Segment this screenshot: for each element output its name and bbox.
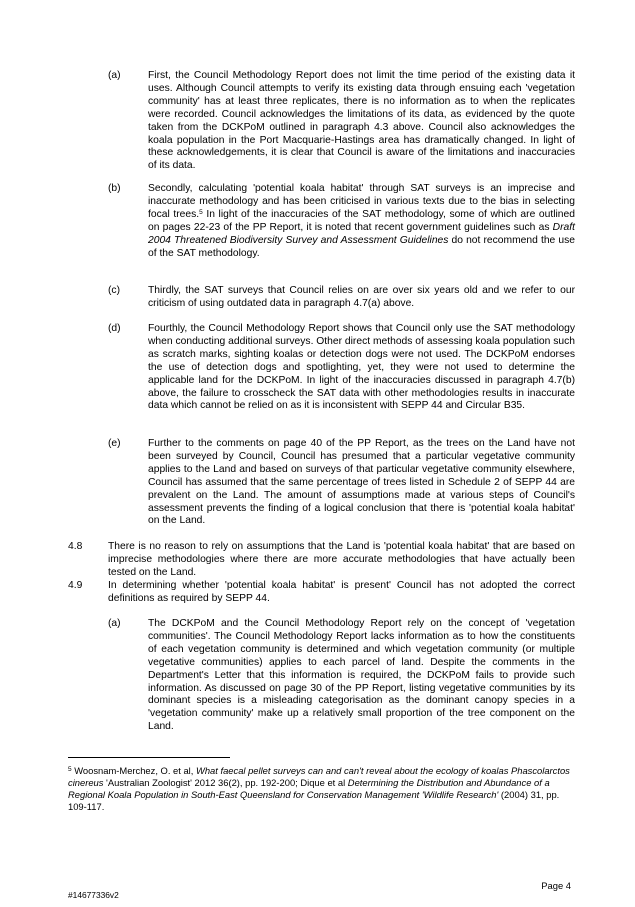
paragraph-4-9	[68, 580, 575, 606]
subparagraph-label: (e)	[108, 438, 121, 449]
footnote	[68, 765, 575, 813]
subparagraph-text: Thirdly, the SAT surveys that Council relies on are over six years old and we refer to our criticism of using outdated data in paragraph 4.7(a) above.	[148, 285, 575, 309]
text-segment: 'Australian Zoologist' 2012 36(2), pp. 192-200; Dique et al	[103, 777, 348, 789]
subparagraph-d	[108, 323, 575, 413]
subparagraph-label: (a)	[108, 618, 121, 629]
footnote-number: 5	[68, 766, 72, 773]
text-segment: In light of the inaccuracies of the SAT methodology, some of which are outlined on pages 22-23 of the PP Report, it is noted that recent government guidelines such as	[148, 208, 575, 233]
subparagraph-label: (c)	[108, 285, 121, 296]
footnote-divider	[68, 757, 230, 758]
subparagraph-b	[108, 183, 575, 260]
subparagraph-4-9-a	[108, 618, 575, 734]
subparagraph-text: Fourthly, the Council Methodology Report shows that Council only use the SAT methodology when conducting additional surveys. Other direct methods of assessing koala population such as scratch marks, sighting koalas or detection dogs were not used. The DCKPoM endorses the use of detection dogs and spotlighting, yet, they were not used to determine the applicable land for the DCKPoM. In light of the inaccuracies discussed in paragraph 4.7(b) above, the failure to crosscheck the SAT data with other methodologies results in inaccurate data which cannot be relied on as it is inconsistent with SEPP 44 and Circular B35.	[148, 323, 575, 412]
page-number: Page 4	[541, 880, 571, 891]
text-segment: Secondly, calculating 'potential koala habitat' through SAT surveys is an imprecise and inaccurate methodology and has been criticised in various texts due to the bias in selecting focal trees.	[148, 183, 575, 220]
paragraph-text: There is no reason to rely on assumptions that the Land is 'potential koala habitat' that are based on imprecise methodologies where there are more accurate methodologies that have actually been tested on the Land.	[108, 541, 575, 578]
paragraph-number: 4.8	[68, 541, 83, 552]
subparagraph-e	[108, 438, 575, 528]
paragraph-4-8	[68, 541, 575, 580]
subparagraph-text: First, the Council Methodology Report does not limit the time period of the existing data it uses. Although Council attempts to verify its existing data through ensuing each 'vegetation community' has at least three replicates, there is no information as to when the replicates were recorded. Council acknowledges the limitations of its data, as evidenced by the quote taken from the DCKPoM outlined in paragraph 4.3 above. Council also acknowledges the koala population in the Port Macquarie-Hastings area has dramatically changed. In light of these acknowledgements, it is clear that Council is aware of the limitations and inaccuracies of its data.	[148, 70, 575, 172]
subparagraph-text: The DCKPoM and the Council Methodology Report rely on the concept of 'vegetation communities'. The Council Methodology Report lacks information as to how the constituents of each vegetation community is determined and which vegetation community (or multiple vegetative communities) applies to each parcel of land. Despite the comments in the Department's Letter that this information is required, the DCKPoM fails to provide such information. As discussed on page 30 of the PP Report, listing vegetative communities by its dominant species is a misleading categorisation as the dominant canopy species in a 'vegetation community' make up a relatively small proportion of the tree component on the Land.	[148, 618, 575, 733]
paragraph-number: 4.9	[68, 580, 83, 591]
footnote-reference[interactable]: 5	[199, 208, 203, 216]
document-id: #14677336v2	[68, 890, 119, 900]
subparagraph-text	[148, 183, 575, 260]
italic-title: Determining the Distribution and Abundance of a Regional Koala Population in South-East Queensland for Conservation Management	[68, 777, 550, 801]
subparagraph-label: (b)	[108, 183, 121, 194]
subparagraph-a	[108, 70, 575, 173]
subparagraph-label: (a)	[108, 70, 121, 81]
text-segment: (2004) 31, pp. 109-117.	[68, 789, 560, 813]
subparagraph-label: (d)	[108, 323, 121, 334]
text-segment: do not recommend the use of the SAT methodology.	[148, 234, 575, 259]
paragraph-text: In determining whether 'potential koala habitat' is present' Council has not adopted the correct definitions as required by SEPP 44.	[108, 580, 575, 604]
subparagraph-c	[108, 285, 575, 311]
italic-title: Draft 2004 Threatened Biodiversity Survey and Assessment Guidelines	[148, 221, 575, 246]
text-segment: Woosnam-Merchez, O. et al,	[71, 765, 196, 776]
subparagraph-text: Further to the comments on page 40 of the PP Report, as the trees on the Land have not been surveyed by Council, Council has presumed that a particular vegetative community applies to the Land and based on surveys of that particular vegetative community elsewhere, Council has assumed that the same percentage of trees listed in Schedule 2 of SEPP 44 are prevalent on the Land. The amount of assumptions made at various steps of Council's assessment prevents the finding of a logical conclusion that there is 'potential koala habitat' on the Land.	[148, 438, 575, 527]
italic-title: What faecal pellet surveys can and can't reveal about the ecology of koalas Phascolarctos cinereus	[68, 765, 570, 789]
italic-journal: 'Wildlife Research'	[421, 789, 499, 801]
